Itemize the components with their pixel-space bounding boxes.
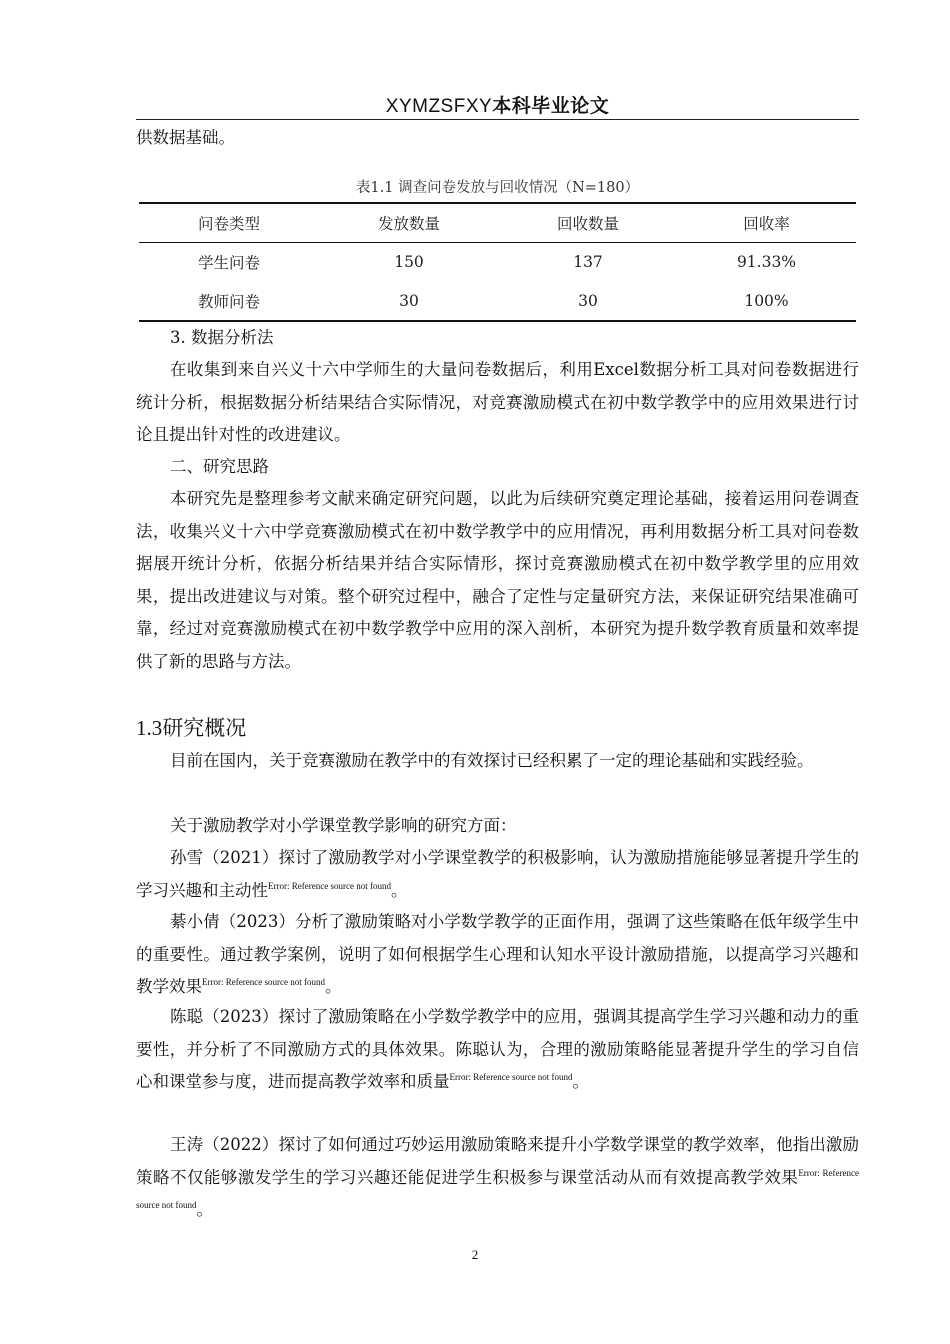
section-title: 研究概况: [162, 716, 247, 740]
table-row: [139, 282, 856, 322]
table-header-cell: 回收数量: [499, 203, 677, 243]
table-cell: 学生问卷: [197, 254, 260, 273]
table-caption: 表1.1 调查问卷发放与回收情况（N=180）: [355, 180, 640, 196]
literature-paragraph: [136, 842, 859, 907]
method3-title: 3. 数据分析法: [170, 328, 274, 347]
intro-tail: 供数据基础。: [136, 128, 235, 147]
literature-paragraph: [136, 906, 859, 1004]
reference-error: Error: Reference source not found: [449, 1072, 573, 1082]
period: 。: [196, 1200, 213, 1219]
literature-text: 孙雪（2021）探讨了激励教学对小学课堂教学的积极影响，认为激励措施能够显著提升学生的学习兴趣和主动性: [136, 848, 859, 900]
literature-text: 王涛（2022）探讨了如何通过巧妙运用激励策略来提升小学数学课堂的教学效率，他指出激励策略不仅能够激发学生的学习兴趣还能促进学生积极参与课堂活动从而有效提高教学效果: [136, 1135, 859, 1187]
literature-text: 綦小倩（2023）分析了激励策略对小学数学教学的正面作用，强调了这些策略在低年级学生中的重要性。通过教学案例，说明了如何根据学生心理和认知水平设计激励措施，以提高学习兴趣和教学效果: [136, 912, 859, 996]
survey-table: [139, 202, 856, 322]
overview-paragraph: 目前在国内，关于竞赛激励在教学中的有效探讨已经积累了一定的理论基础和实践经验。: [170, 751, 814, 770]
header-code: XYMZSFXY: [385, 96, 493, 117]
section-heading: [136, 712, 246, 744]
table-header-row: [139, 203, 856, 243]
table-cell: 137: [573, 253, 603, 272]
table-cell: 30: [499, 282, 677, 322]
table-header-cell: 发放数量: [319, 203, 499, 243]
research-idea-title: 二、研究思路: [170, 457, 269, 476]
reference-error: Error: Reference source not found: [268, 880, 391, 891]
literature-paragraph: [136, 1129, 859, 1227]
research-idea-body: 本研究先是整理参考文献来确定研究问题，以此为后续研究奠定理论基础，接着运用问卷调查法，收集兴义十六中学竞赛激励模式在初中数学教学中的应用情况，再利用数据分析工具对问卷数据展开统计分析，依据分析结果并结合实际情形，探讨竞赛激励模式在初中数学教学里的应用效果，提出改进建议与对策。整个研究过程中，融合了定性与定量研究方法，来保证研究结果准确可靠，经过对竞赛激励模式在初中数学教学中应用的深入剖析，本研究为提升数学教育质量和效率提供了新的思路与方法。: [136, 489, 859, 671]
period: 。: [390, 880, 408, 900]
page-header: [136, 93, 859, 120]
period: 。: [324, 977, 342, 996]
table-cell: 教师问卷: [139, 282, 319, 322]
table-cell: 30: [319, 282, 499, 322]
literature-paragraph: [136, 1001, 859, 1099]
overview-paragraph: 关于激励教学对小学课堂教学影响的研究方面：: [170, 816, 517, 835]
table-row: [139, 243, 856, 282]
table-cell: 150: [394, 253, 424, 272]
reference-error: Error: Reference source not found: [202, 977, 325, 987]
table-cell: 91.33%: [736, 253, 797, 272]
period: 。: [572, 1072, 589, 1091]
table-cell: 100%: [677, 282, 856, 322]
method3-body: 在收集到来自兴义十六中学师生的大量问卷数据后，利用Excel数据分析工具对问卷数据进行统计分析，根据数据分析结果结合实际情况，对竞赛激励模式在初中数学教学中的应用效果进行讨论且提出针对性的改进建议。: [136, 360, 859, 444]
page-number: 2: [471, 1247, 479, 1262]
reference-error: Error: Reference source not found: [136, 1167, 860, 1210]
table-header-cell: 问卷类型: [139, 203, 319, 243]
literature-text: 陈聪（2023）探讨了激励策略在小学数学教学中的应用，强调其提高学生学习兴趣和动力的重要性，并分析了不同激励方式的具体效果。陈聪认为，合理的激励策略能显著提升学生的学习自信心和课堂参与度，进而提高教学效率和质量: [136, 1007, 859, 1091]
table-header-cell: 回收率: [677, 203, 856, 243]
section-number: 1.3: [136, 716, 163, 740]
header-title: 本科毕业论文: [492, 95, 610, 117]
